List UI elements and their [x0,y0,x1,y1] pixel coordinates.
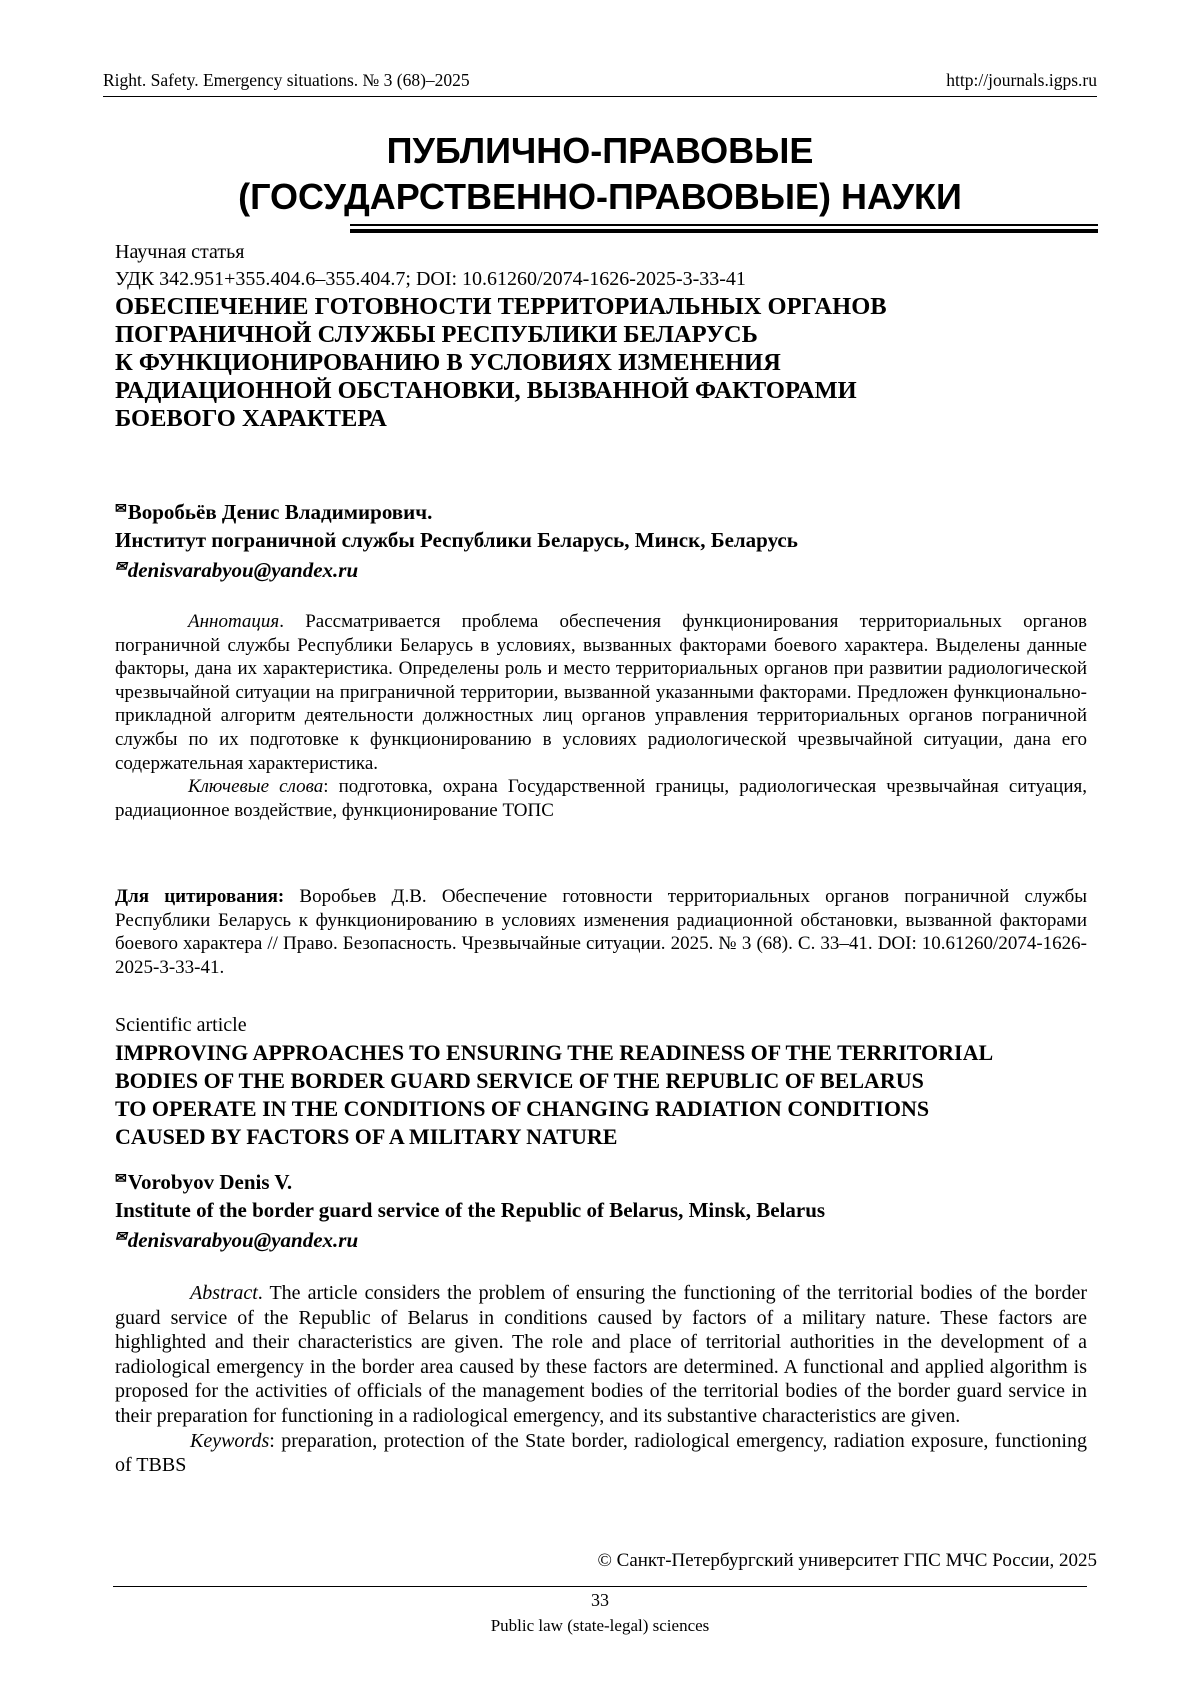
ru-udk-doi: УДК 342.951+355.404.6–355.404.7; DOI: 10.61260/2074-1626-2025-3-33-41 [115,268,746,290]
en-abstract [115,1281,1087,1429]
en-header-block [115,1012,1087,1151]
ru-affiliation: Институт пограничной службы Республики Беларусь, Минск, Беларусь [115,528,798,552]
page-number: 33 [591,1590,609,1610]
journal-name: Right. Safety. Emergency situations. № 3 (68)–2025 [103,70,470,90]
en-title-line: IMPROVING APPROACHES TO ENSURING THE READINESS OF THE TERRITORIAL [115,1040,994,1065]
footer-section: Public law (state-legal) sciences [490,1616,710,1635]
copyright: © Санкт-Петербургский университет ГПС МЧС России, 2025 [597,1550,1097,1571]
ru-keywords [115,775,1087,822]
en-title-line: TO OPERATE IN THE CONDITIONS OF CHANGING RADIATION CONDITIONS [115,1096,930,1121]
ru-article-type: Научная статья [115,241,245,263]
ru-keywords-label: Ключевые слова [188,776,324,798]
en-article-title [115,1039,1087,1151]
en-abstract-label: Abstract [190,1282,258,1304]
en-author-name: ✉Vorobyov Denis V. [115,1170,293,1194]
en-keywords-text: : preparation, protection of the State border, radiological emergency, radiation exposure, functioning of TBBS [115,1429,1087,1477]
citation-text: Воробьев Д.В. Обеспечение готовности территориальных органов пограничной службы Республики Беларусь к функционированию в условиях изменения радиационной обстановки, вызванной факторами боевого характера // Право. Безопасность. Чрезвычайные ситуации. 2025. № 3 (68). С. 33–41. DOI: 10.61260/2074-1626-2025-3-33-41. [115,886,1088,978]
en-author-block [115,1166,1087,1254]
en-keywords-label: Keywords [190,1429,270,1452]
en-title-line: BODIES OF THE BORDER GUARD SERVICE OF THE REPUBLIC OF BELARUS [115,1068,924,1093]
section-double-rule [350,224,1098,236]
envelope-icon: ✉ [115,1172,127,1187]
ru-abstract-block [115,610,1087,822]
envelope-icon: ✉ [115,502,127,517]
ru-keywords-text: : подготовка, охрана Государственной границы, радиологическая чрезвычайная ситуация, радиационное воздействие, функционирование ТОПС [115,776,1087,821]
section-title [103,128,1097,220]
envelope-icon: ✉ [115,1230,127,1245]
ru-abstract-label: Аннотация [188,611,280,632]
ru-title-line: БОЕВОГО ХАРАКТЕРА [115,405,387,432]
en-article-type: Scientific article [115,1014,247,1036]
ru-citation [115,885,1087,979]
en-title-line: CAUSED BY FACTORS OF A MILITARY NATURE [115,1124,618,1149]
ru-abstract [115,610,1087,775]
header-divider [103,96,1097,97]
en-affiliation: Institute of the border guard service of the Republic of Belarus, Minsk, Belarus [115,1198,826,1222]
en-keywords [115,1429,1087,1478]
ru-title-line: РАДИАЦИОННОЙ ОБСТАНОВКИ, ВЫЗВАННОЙ ФАКТОРАМИ [115,377,857,404]
section-title-line-1: ПУБЛИЧНО-ПРАВОВЫЕ [386,130,814,171]
ru-citation-block [115,885,1087,979]
envelope-icon: ✉ [115,560,127,575]
citation-label: Для цитирования: [115,886,285,907]
en-abstract-block [115,1281,1087,1478]
ru-author-name: ✉Воробьёв Денис Владимирович. [115,500,433,524]
running-head [103,70,1097,91]
ru-email[interactable]: ✉denisvarabyou@yandex.ru [115,558,359,582]
ru-author-block [115,496,1087,584]
ru-article-title [115,293,1087,433]
en-abstract-text: . The article considers the problem of ensuring the functioning of the territorial bodies of the border guard service of the Republic of Belarus in conditions caused by factors of a military nature. These factors are highlighted and their characteristics are given. The role and place of territorial authorities in the development of a radiological emergency in the border area caused by these factors are determined. A functional and applied algorithm is proposed for the activities of officials of the management bodies of the territorial bodies of the border guard service in their preparation for functioning in a radiological emergency, and its substantive characteristics are given. [115,1282,1087,1427]
ru-title-line: К ФУНКЦИОНИРОВАНИЮ В УСЛОВИЯХ ИЗМЕНЕНИЯ [115,349,781,376]
section-title-line-2: (ГОСУДАРСТВЕННО-ПРАВОВЫЕ) НАУКИ [238,176,962,217]
ru-header-block [115,239,1087,433]
ru-title-line: ОБЕСПЕЧЕНИЕ ГОТОВНОСТИ ТЕРРИТОРИАЛЬНЫХ ОРГАНОВ [115,293,887,320]
journal-url[interactable]: http://journals.igps.ru [946,70,1097,90]
ru-title-line: ПОГРАНИЧНОЙ СЛУЖБЫ РЕСПУБЛИКИ БЕЛАРУСЬ [115,321,758,348]
ru-abstract-text: . Рассматривается проблема обеспечения функционирования территориальных органов пограничной службы Республики Беларусь в условиях, вызванных факторами боевого характера. Выделены данные факторы, дана их характеристика. Определены роль и место территориальных органов при развитии радиологической чрезвычайной ситуации на приграничной территории, вызванной указанными факторами. Предложен функционально-прикладной алгоритм деятельности должностных лиц органов управления территориальных органов пограничной службы по их подготовке к функционированию в условиях радиологической чрезвычайной ситуации, дана его содержательная характеристика. [115,611,1087,774]
en-email[interactable]: ✉denisvarabyou@yandex.ru [115,1228,359,1252]
footer-divider [113,1586,1087,1587]
